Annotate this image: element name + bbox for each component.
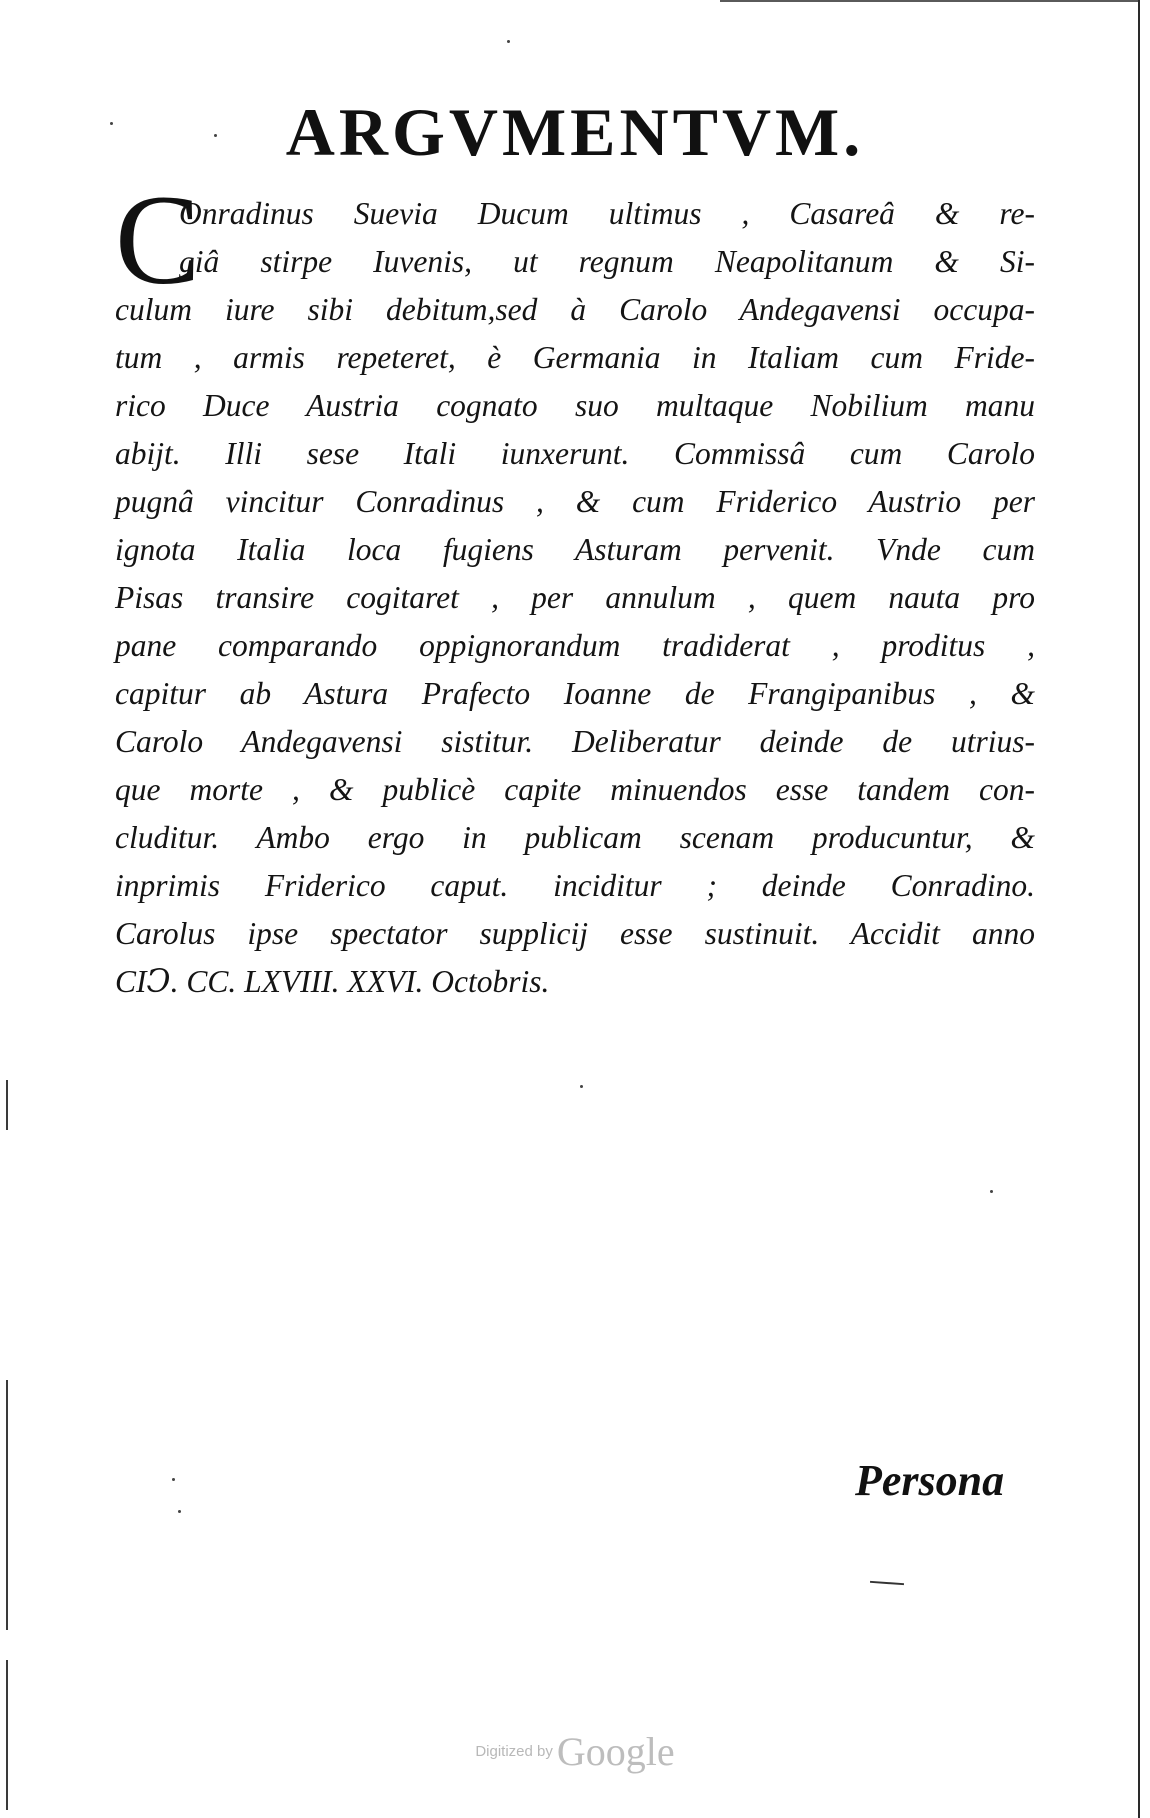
text-line: capitur ab Astura Prafecto Ioanne de Frangipanibus , & (115, 676, 1035, 711)
text-line: Carolus ipse spectator supplicij esse sustinuit. Accidit anno (115, 916, 1035, 951)
scan-speck (178, 1510, 181, 1513)
watermark-prefix: Digitized by (475, 1743, 553, 1760)
text-line: ignota Italia loca fugiens Asturam pervenit. Vnde cum (115, 532, 1035, 567)
scan-edge-left-mark (6, 1080, 8, 1130)
scan-speck (507, 40, 510, 43)
text-line: giâ stirpe Iuvenis, ut regnum Neapolitanum & Si- (179, 244, 1035, 279)
text-line: Carolo Andegavensi sistitur. Deliberatur deinde de utrius- (115, 724, 1035, 759)
scan-speck (990, 1190, 993, 1193)
ink-dash (870, 1581, 904, 1585)
text-line-date: CIↃ. CC. LXVIII. XXVI. Octobris. (115, 964, 550, 999)
text-line: Pisas transire cogitaret , per annulum , quem nauta pro (115, 580, 1035, 615)
text-line: cluditur. Ambo ergo in publicam scenam producuntur, & (115, 820, 1035, 855)
scan-edge-top (720, 0, 1140, 2)
catchword: Persona (855, 1456, 1005, 1505)
watermark-brand: Google (556, 1729, 675, 1774)
text-line: inprimis Friderico caput. inciditur ; deinde Conradino. (115, 868, 1035, 903)
scan-edge-left-mark (6, 1380, 8, 1630)
page-title: ARGVMENTVM. (285, 93, 865, 170)
text-line: pane comparando oppignorandum tradiderat , proditus , (115, 628, 1035, 663)
text-line: pugnâ vincitur Conradinus , & cum Friderico Austrio per (115, 484, 1035, 519)
text-line: tum , armis repeteret, è Germania in Italiam cum Fride- (115, 340, 1035, 375)
text-line: que morte , & publicè capite minuendos esse tandem con- (115, 772, 1035, 807)
drop-capital: C (115, 169, 201, 311)
digitized-watermark (0, 1728, 1150, 1775)
text-line: Onradinus Suevia Ducum ultimus , Casareâ & re- (179, 196, 1035, 231)
scan-speck (172, 1478, 175, 1481)
text-line: culum iure sibi debitum,sed à Carolo Andegavensi occupa- (115, 292, 1035, 327)
text-line: rico Duce Austria cognato suo multaque Nobilium manu (115, 388, 1035, 423)
scan-speck (580, 1085, 583, 1088)
text-line: abijt. Illi sese Itali iunxerunt. Commissâ cum Carolo (115, 436, 1035, 471)
scan-edge-right (1138, 0, 1140, 1818)
